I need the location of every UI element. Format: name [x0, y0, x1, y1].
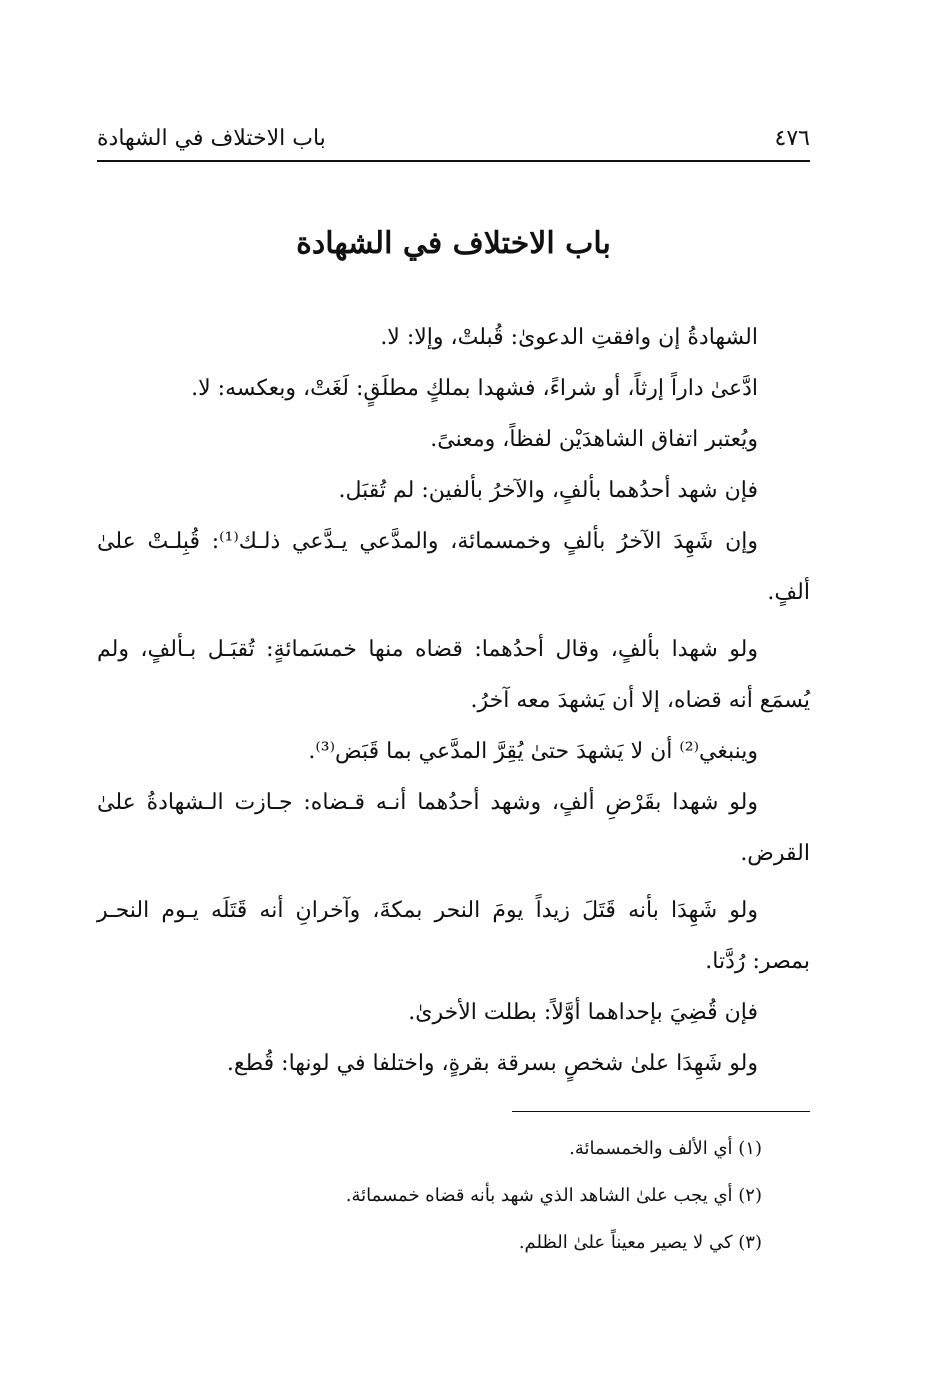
footnote: (٣) كي لا يصير معيناً علىٰ الظلم.: [518, 1232, 762, 1253]
footnotes: [97, 1125, 810, 1266]
paragraph: ادَّعىٰ داراً إرثاً، أو شراءً، فشهدا بملكٍ مطلَقٍ: لَغَتْ، وبعكسه: لا.: [191, 376, 758, 401]
chapter-title: باب الاختلاف في الشهادة: [296, 226, 611, 261]
paragraph: ولو شَهِدَا بأنه قَتَلَ زيداً يومَ النحر بمكةَ، وآخرانِ أنه قَتَلَه يـوم النحـر بمصر: رُدَّتا.: [97, 898, 810, 974]
paragraph: وإن شَهِدَ الآخرُ بألفٍ وخمسمائة، والمدَّعي يـدَّعي ذلـك⁽¹⁾: قُبِلـتْ علىٰ ألفٍ.: [97, 529, 810, 605]
paragraph: الشهادةُ إن وافقتِ الدعوىٰ: قُبلتْ، وإلا: لا.: [380, 325, 758, 350]
paragraph: وينبغي⁽²⁾ أن لا يَشهدَ حتىٰ يُقِرَّ المدَّعي بما قَبَض⁽³⁾.: [308, 739, 758, 764]
footnote: (١) أي الألف والخمسمائة.: [569, 1138, 762, 1159]
paragraph: ولو شهدا بقَرْضِ ألفٍ، وشهد أحدُهما أنـه قـضاه: جـازت الـشهادةُ علىٰ القرض.: [97, 790, 810, 866]
running-title: باب الاختلاف في الشهادة: [97, 126, 326, 151]
running-header: [97, 118, 810, 162]
footnote-divider: [512, 1111, 810, 1112]
paragraph: فإن قُضِيَ بإحداهما أوَّلاً: بطلت الأخرىٰ.: [408, 1000, 758, 1025]
paragraph: فإن شهد أحدُهما بألفٍ، والآخرُ بألفين: لم تُقبَل.: [338, 478, 758, 503]
body-text: [97, 312, 810, 1089]
footnote: (٢) أي يجب علىٰ الشاهد الذي شهد بأنه قضاه خمسمائة.: [345, 1185, 762, 1206]
paragraph: ولو شهدا بألفٍ، وقال أحدُهما: قضاه منها خمسَمائةٍ: تُقبَـل بـألفٍ، ولم يُسمَع أنه قضاه، إلا أن يَشهدَ معه آخرُ.: [97, 637, 810, 713]
page-number: ٤٧٦: [774, 126, 810, 151]
paragraph: ولو شَهِدَا علىٰ شخصٍ بسرقة بقرةٍ، واختلفا في لونها: قُطع.: [226, 1051, 758, 1076]
paragraph: ويُعتبر اتفاق الشاهدَيْن لفظاً، ومعنىً.: [430, 427, 758, 452]
